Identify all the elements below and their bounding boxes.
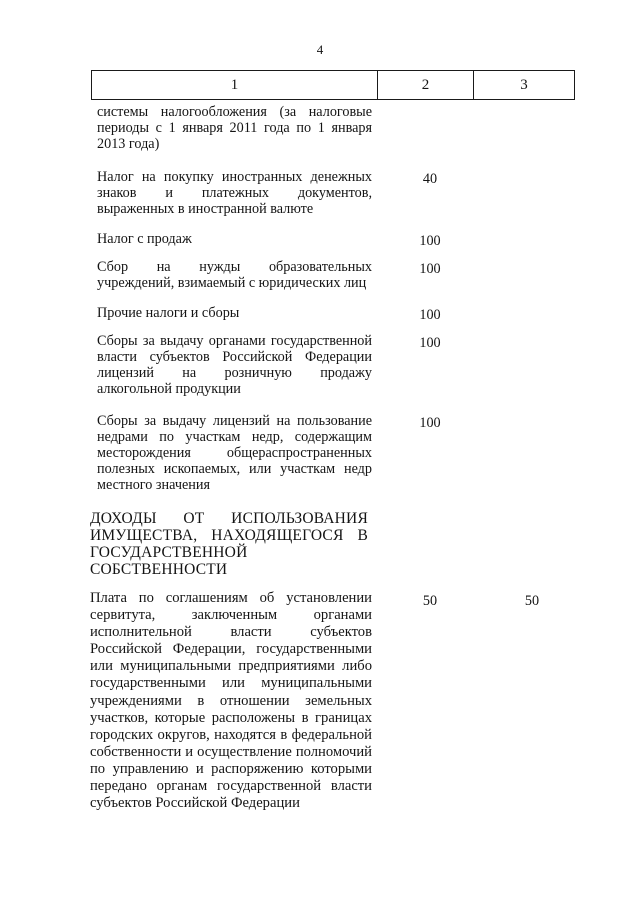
- table-row-text: Сборы за выдачу органами государственной власти субъектов Российской Федерации лицензий на розничную продажу алкогольной продукции: [97, 333, 372, 397]
- table-row-col2: 100: [419, 415, 441, 431]
- table-row-text: Прочие налоги и сборы: [97, 305, 240, 321]
- table-row-text: Налог с продаж: [97, 231, 192, 247]
- section-heading: ДОХОДЫ ОТ ИСПОЛЬЗОВАНИЯ ИМУЩЕСТВА, НАХОДЯЩЕГОСЯ В ГОСУДАРСТВЕННОЙ СОБСТВЕННОСТИ: [90, 510, 368, 578]
- table-row-col3: 50: [524, 593, 540, 609]
- table-row-text: Сбор на нужды образовательных учреждений, взимаемый с юридических лиц: [97, 259, 372, 291]
- table-row-col2: 40: [422, 171, 438, 187]
- table-row-col2: 50: [422, 593, 438, 609]
- header-col-1: 1: [92, 71, 378, 100]
- table-row-col2: 100: [419, 307, 441, 323]
- table-row-col2: 100: [419, 335, 441, 351]
- table-row-col2: 100: [419, 233, 441, 249]
- table-row-text: Плата по соглашениям об установлении сервитута, заключенным органами исполнительной власти субъектов Российской Федерации, государственными или муниципальными предприятиями либо государственными или муниципальными учреждениями в отношении земельных участков, которые расположены в границах городских округов, находятся в федеральной собственности и осуществление полномочий по управлению и распоряжению которыми передано органам государственной власти субъектов Российской Федерации: [90, 590, 372, 812]
- header-col-2: 2: [378, 71, 474, 100]
- table-row-text: системы налогообложения (за налоговые периоды с 1 января 2011 года по 1 января 2013 года): [97, 104, 372, 152]
- table-row-text: Налог на покупку иностранных денежных знаков и платежных документов, выраженных в иностранной валюте: [97, 169, 372, 217]
- table-header: [91, 70, 575, 100]
- page-number: 4: [316, 42, 324, 57]
- header-col-3: 3: [474, 71, 575, 100]
- table-row-text: Сборы за выдачу лицензий на пользование недрами по участкам недр, содержащим месторождения общераспространенных полезных ископаемых, или участкам недр местного значения: [97, 413, 372, 493]
- table-row-col2: 100: [419, 261, 441, 277]
